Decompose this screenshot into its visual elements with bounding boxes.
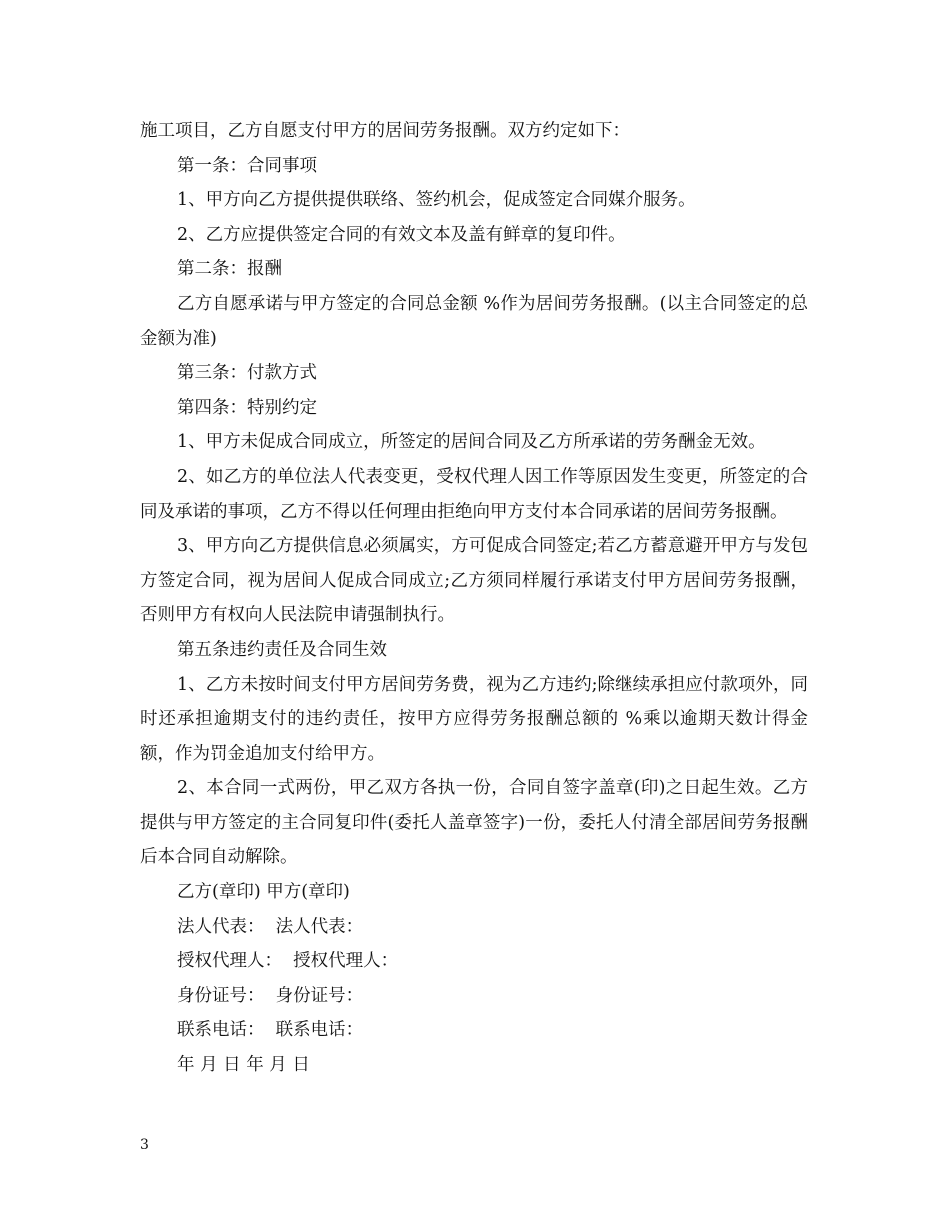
contract-body	[140, 114, 808, 1083]
signature-legal-representative: 法人代表： 法人代表：	[177, 916, 364, 937]
paragraph-article-1-item-1: 1、甲方向乙方提供提供联络、签约机会，促成签定合同媒介服务。	[177, 190, 696, 211]
paragraph-article-5-item-1: 1、乙方未按时间支付甲方居间劳务费，视为乙方违约;除继续承担应付款项外，同时还承担逾期支付的违约责任，按甲方应得劳务报酬总额的 %乘以逾期天数计得金额，作为罚金追加支付给甲方。	[140, 674, 808, 764]
heading-article-2: 第二条：报酬	[177, 259, 282, 280]
signature-seals: 乙方(章印) 甲方(章印)	[177, 882, 350, 903]
page-number: 3	[140, 1137, 149, 1153]
paragraph-article-4-item-3: 3、甲方向乙方提供信息必须属实，方可促成合同签定;若乙方蓄意避开甲方与发包方签定合同，视为居间人促成合同成立;乙方须同样履行承诺支付甲方居间劳务报酬，否则甲方有权向人民法院申请强制执行。	[140, 536, 808, 626]
paragraph-article-5-item-2: 2、本合同一式两份，甲乙双方各执一份，合同自签字盖章(印)之日起生效。乙方提供与甲方签定的主合同复印件(委托人盖章签字)一份，委托人付清全部居间劳务报酬后本合同自动解除。	[140, 778, 808, 868]
signature-phone: 联系电话： 联系电话：	[177, 1020, 364, 1041]
paragraph-article-4-item-1: 1、甲方未促成合同成立，所签定的居间合同及乙方所承诺的劳务酬金无效。	[177, 432, 766, 453]
paragraph-article-1-item-2: 2、乙方应提供签定合同的有效文本及盖有鲜章的复印件。	[177, 224, 626, 245]
heading-article-5: 第五条违约责任及合同生效	[177, 639, 387, 660]
paragraph-article-4-item-2: 2、如乙方的单位法人代表变更，受权代理人因工作等原因发生变更，所签定的合同及承诺的事项，乙方不得以任何理由拒绝向甲方支付本合同承诺的居间劳务报酬。	[140, 466, 808, 522]
paragraph-article-2-remuneration: 乙方自愿承诺与甲方签定的合同总金额 %作为居间劳务报酬。(以主合同签定的总金额为准)	[140, 293, 808, 349]
heading-article-1: 第一条：合同事项	[177, 155, 317, 176]
signature-id-number: 身份证号： 身份证号：	[177, 985, 364, 1006]
paragraph-intro-continuation: 施工项目，乙方自愿支付甲方的居间劳务报酬。双方约定如下：	[140, 121, 630, 141]
heading-article-3: 第三条：付款方式	[177, 363, 317, 384]
signature-date: 年 月 日 年 月 日	[177, 1055, 310, 1076]
signature-authorized-agent: 授权代理人： 授权代理人：	[177, 951, 399, 972]
heading-article-4: 第四条：特别约定	[177, 397, 317, 418]
